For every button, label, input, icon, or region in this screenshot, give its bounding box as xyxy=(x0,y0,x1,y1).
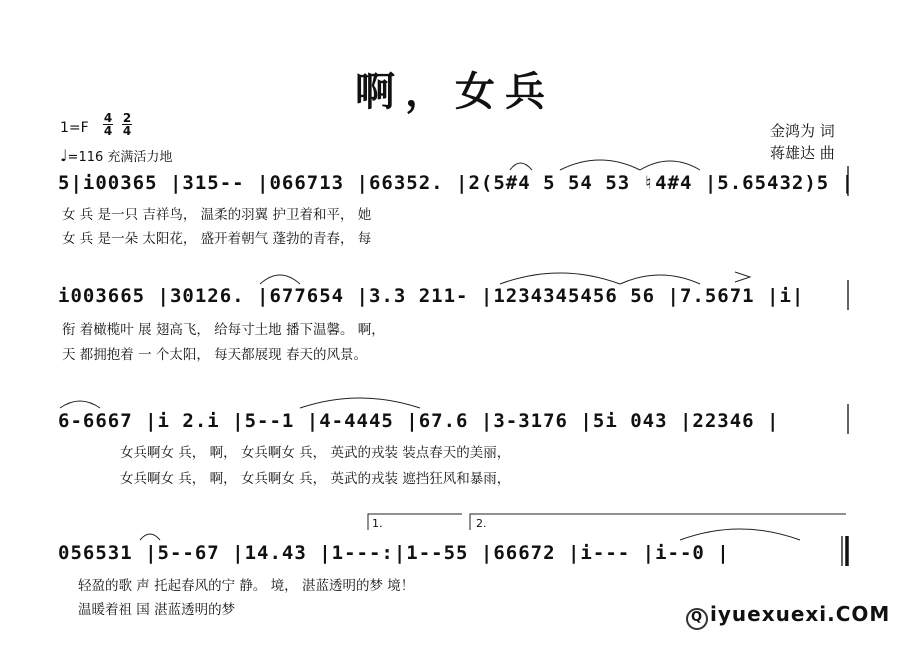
system-1-notes: 5|i00365 |315-- |066713 |66352. |2(5#4 5 54 53 ♮4#4 |5.65432)5 | xyxy=(58,172,855,194)
accent-mark xyxy=(735,272,750,282)
system-2-lyrics-2: 天 都拥抱着 一 个太阳， 每天都展现 春天的风景。 xyxy=(62,347,367,363)
watermark-text: iyuexuexi.COM xyxy=(710,602,891,626)
slur xyxy=(620,275,700,284)
time-sig-1-top: 4 xyxy=(103,111,113,125)
system-4-notes: 056531 |5--67 |14.43 |1---:|1--55 |66672 |i--- |i--0 | xyxy=(58,542,730,564)
slur xyxy=(680,529,800,540)
slur xyxy=(140,534,160,540)
slur xyxy=(640,161,700,170)
system-4-lyrics-1: 轻盈的歌 声 托起春风的宁 静。 境， 湛蓝透明的梦 境！ xyxy=(78,578,415,594)
quarter-note-icon: ♩ xyxy=(60,146,68,165)
slur xyxy=(560,160,640,170)
slur xyxy=(60,401,100,408)
time-sig-2-bottom: 4 xyxy=(122,124,132,138)
volta-1-label: 1. xyxy=(372,517,383,530)
system-3-lyrics-2: 女兵啊女 兵， 啊， 女兵啊女 兵， 英武的戎装 遮挡狂风和暴雨， xyxy=(120,471,511,487)
system-3-lyrics-1: 女兵啊女 兵， 啊， 女兵啊女 兵， 英武的戎装 装点春天的美丽， xyxy=(120,445,511,461)
watermark-logo-icon: Q xyxy=(686,608,708,630)
key-label: 1=F xyxy=(60,120,89,136)
slur xyxy=(260,275,300,284)
system-1-lyrics-2: 女 兵 是一朵 太阳花， 盛开着朝气 蓬勃的青春， 每 xyxy=(62,231,372,247)
system-3-notes: 6-6667 |i 2.i |5--1 |4-4445 |67.6 |3-3176 |5i 043 |22346 | xyxy=(58,410,780,432)
volta-2-bracket xyxy=(470,514,846,530)
lyricist-credit: 金鸿为 词 xyxy=(770,122,835,140)
slur xyxy=(300,398,420,408)
time-sig-1-bottom: 4 xyxy=(103,124,113,138)
song-title: 啊，女兵 xyxy=(355,69,555,115)
system-2-notes: i003665 |30126. |677654 |3.3 211- |1234345456 56 |7.5671 |i| xyxy=(58,285,805,307)
system-2-lyrics-1: 衔 着橄榄叶 展 翅高飞， 给每寸土地 播下温馨。 啊， xyxy=(62,322,385,338)
system-4-lyrics-2: 温暖着祖 国 湛蓝透明的梦 xyxy=(78,602,236,618)
slur xyxy=(500,273,620,284)
volta-1-bracket xyxy=(368,514,462,530)
system-1-lyrics-1: 女 兵 是一只 吉祥鸟， 温柔的羽翼 护卫着和平， 她 xyxy=(62,207,372,223)
volta-2-label: 2. xyxy=(476,517,487,530)
time-sig-2-top: 2 xyxy=(122,111,132,125)
composer-credit: 蒋雄达 曲 xyxy=(770,144,835,162)
tempo-text: =116 充满活力地 xyxy=(67,150,173,165)
slur xyxy=(510,163,532,170)
